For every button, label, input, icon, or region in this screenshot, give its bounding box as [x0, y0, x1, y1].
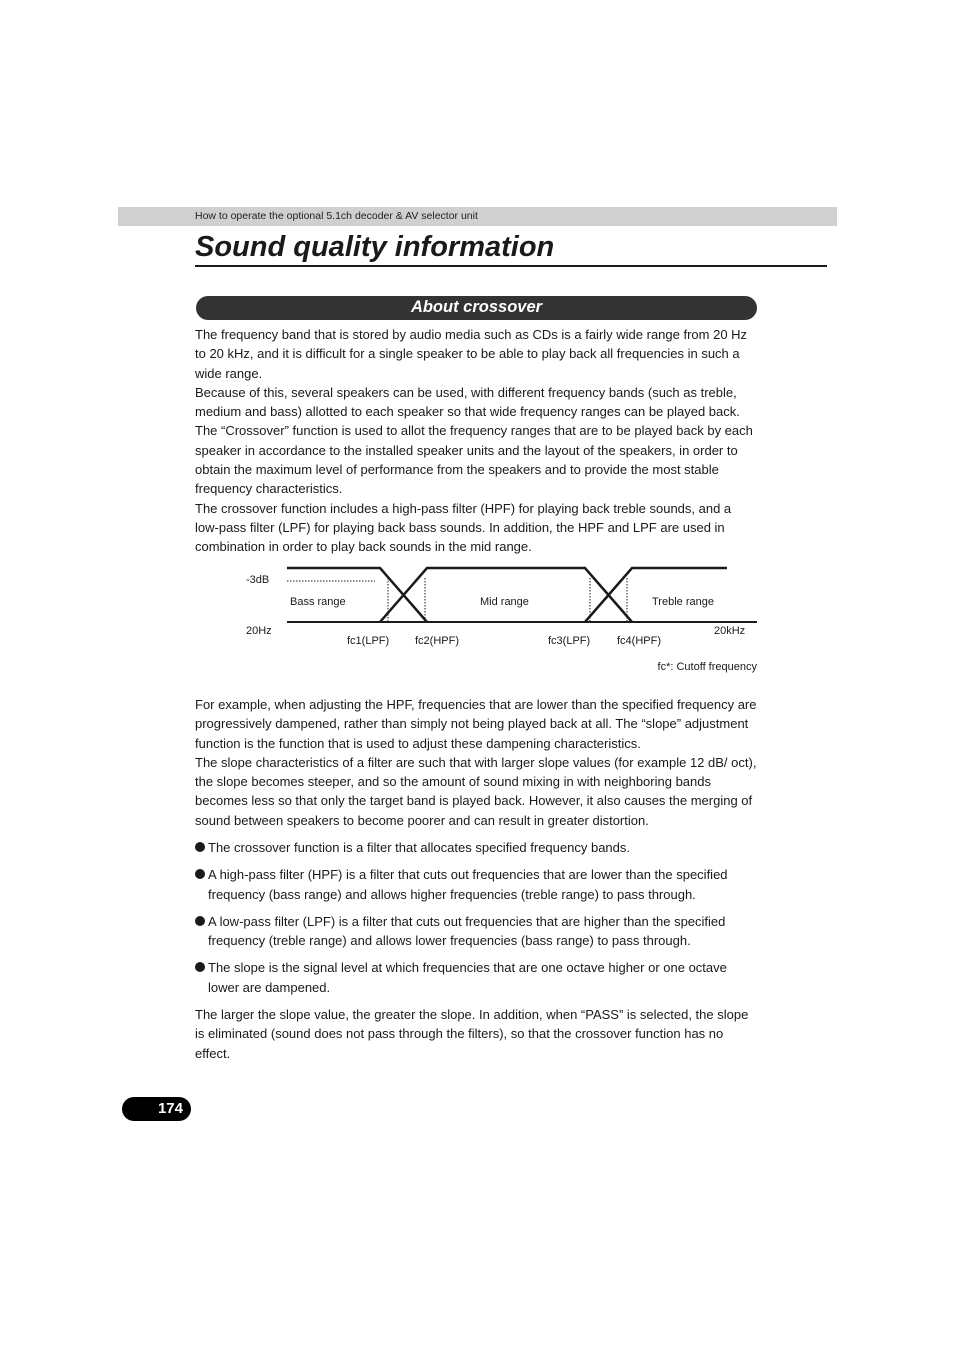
list-item — [195, 958, 757, 997]
band-label-mid: Mid range — [480, 596, 529, 608]
cutoff-label-fc2: fc2(HPF) — [415, 635, 459, 647]
list-item-text: A high-pass filter (HPF) is a filter that cuts out frequencies that are lower than the specified frequency (bass range) and allows higher frequencies (treble range) to pass through. — [208, 867, 728, 902]
cutoff-label-fc3: fc3(LPF) — [548, 635, 591, 647]
list-item-text: The crossover function is a filter that allocates specified frequency bands. — [208, 840, 630, 855]
level-label: -3dB — [246, 574, 270, 586]
breadcrumb: How to operate the optional 5.1ch decoder & AV selector unit — [195, 210, 478, 222]
treble-band-curve — [585, 568, 727, 622]
band-label-bass: Bass range — [290, 596, 346, 608]
section-heading: About crossover — [196, 296, 757, 320]
end-frequency-label: 20kHz — [714, 625, 746, 637]
slope-text — [195, 695, 757, 830]
bullet-icon — [195, 869, 205, 879]
cutoff-note: fc*: Cutoff frequency — [657, 661, 757, 673]
bullet-icon — [195, 842, 205, 852]
list-item — [195, 865, 757, 904]
cutoff-label-fc4: fc4(HPF) — [617, 635, 661, 647]
mid-band-curve — [380, 568, 632, 622]
bass-band-curve — [287, 568, 427, 622]
paragraph: The frequency band that is stored by audio media such as CDs is a fairly wide range from 20 Hz to 20 kHz, and it is difficult for a single speaker to be able to play back all frequencies in such a wide range. — [195, 327, 748, 381]
closing-text — [195, 1005, 757, 1063]
page-title: Sound quality information — [195, 228, 827, 267]
list-item-text: The slope is the signal level at which frequencies that are one octave higher or one octave lower are dampened. — [208, 960, 727, 995]
bullet-icon — [195, 962, 205, 972]
band-label-treble: Treble range — [652, 596, 714, 608]
crossover-diagram — [240, 560, 760, 678]
list-item — [195, 838, 757, 857]
list-item-text: A low-pass filter (LPF) is a filter that cuts out frequencies that are higher than the specified frequency (treble range) and allows lower frequencies (bass range) to pass through. — [208, 913, 726, 949]
paragraph: The slope characteristics of a filter are such that with larger slope values (for example 12 dB/ oct), the slope becomes steeper, and so the amount of sound mixing in with neighboring bands becomes less so that only the target band is played back. However, it also causes the merging of sound between speakers to become poorer and can result in greater distortion. — [195, 754, 757, 828]
paragraph: For example, when adjusting the HPF, frequencies that are lower than the specified frequency are progressively dampened, rather than simply not being played back at all. The “slope” adjustment function is the function that is used to adjust these dampening characteristics. — [195, 697, 757, 751]
bullet-icon — [195, 916, 205, 926]
paragraph: Because of this, several speakers can be used, with different frequency bands (such as treble, medium and bass) allotted to each speaker so that wide frequency ranges can be played back. The “Crossover” function is used to allot the frequency ranges that are to be played back by each speaker in accordance to the installed speaker units and the layout of the speakers, in order to obtain the maximum level of performance from the speakers and to provide the most stable frequency characteristics. — [195, 384, 753, 497]
intro-text — [195, 325, 757, 557]
cutoff-label-fc1: fc1(LPF) — [347, 635, 390, 647]
list-item — [195, 912, 757, 951]
page-number: 174 — [122, 1097, 191, 1121]
start-frequency-label: 20Hz — [246, 625, 272, 637]
paragraph: The crossover function includes a high-pass filter (HPF) for playing back treble sounds, and a low-pass filter (LPF) for playing back bass sounds. In addition, the HPF and LPF are used in combination in order to play back sounds in the mid range. — [195, 500, 732, 555]
paragraph: The larger the slope value, the greater the slope. In addition, when “PASS” is selected, the slope is eliminated (sound does not pass through the filters), so that the crossover function has no effect. — [195, 1007, 749, 1061]
header-bar — [118, 207, 837, 226]
bullet-list — [195, 838, 757, 1005]
